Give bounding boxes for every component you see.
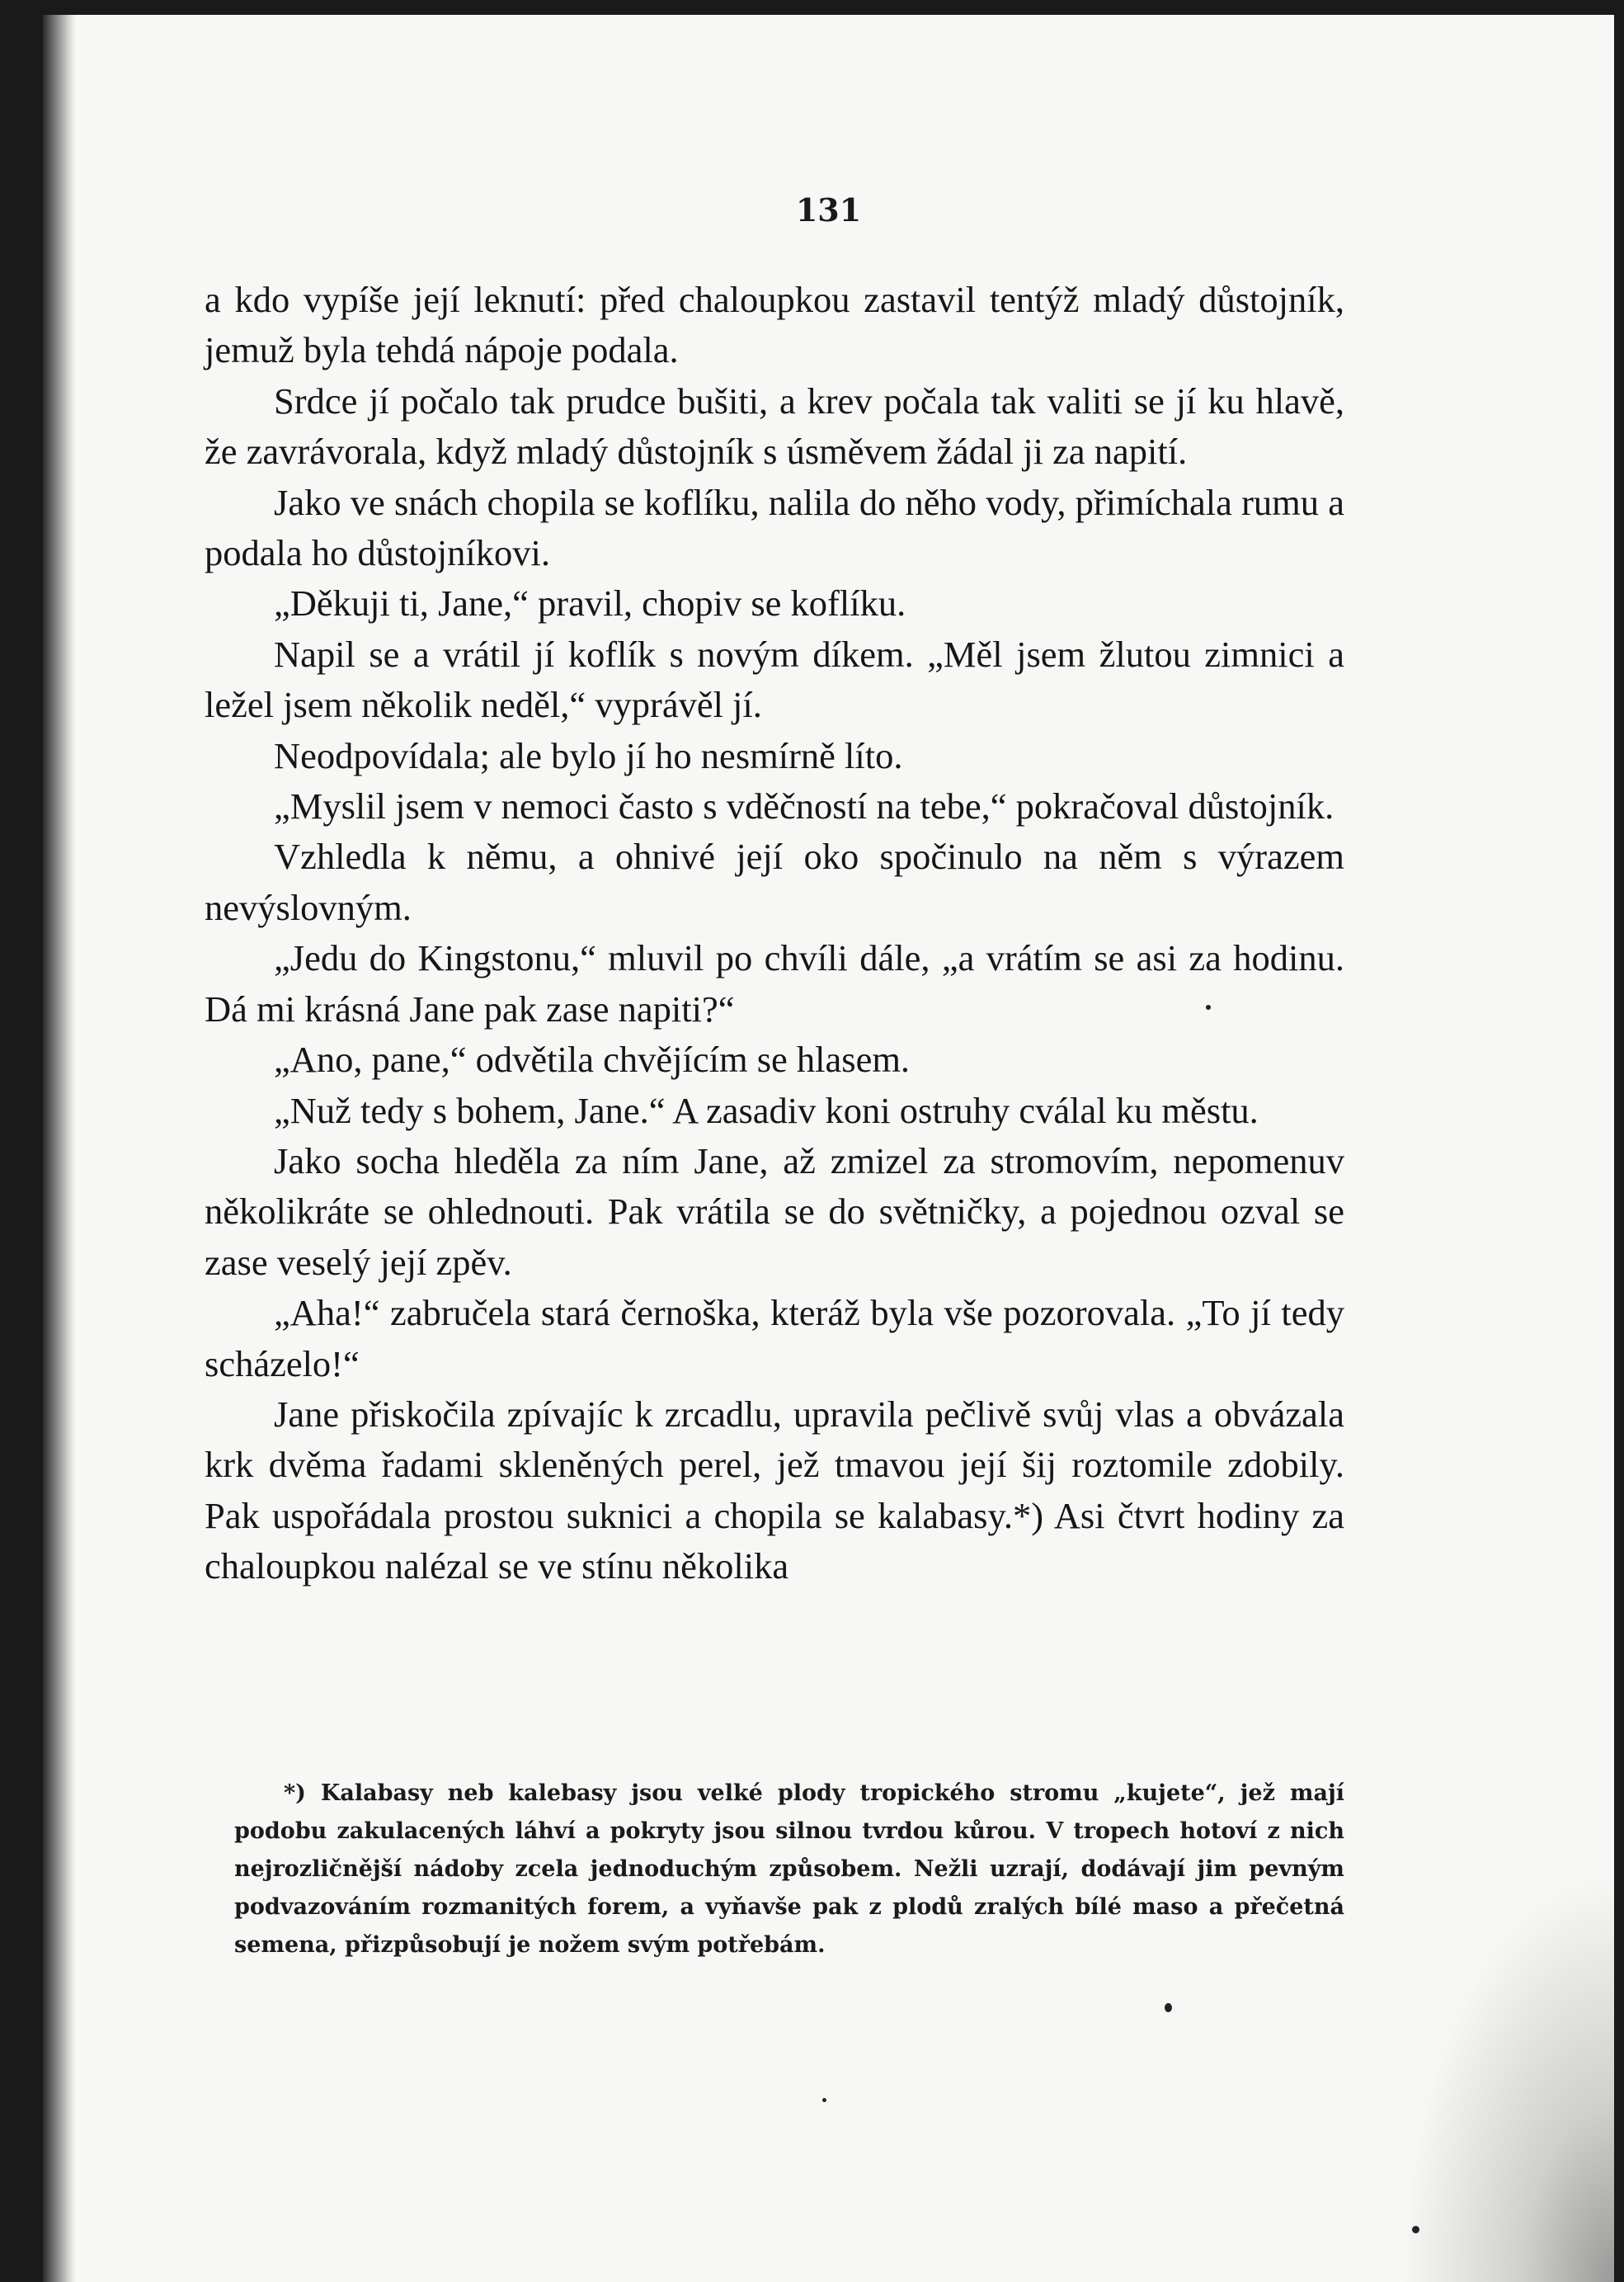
footnote <box>234 1775 1344 1964</box>
paragraph: „Myslil jsem v nemoci často s vděčností na tebe,“ pokračoval důstojník. <box>274 785 1335 827</box>
body-text <box>205 275 1344 1592</box>
paragraph: „Nuž tedy s bohem, Jane.“ A zasadiv koni ostruhy cválal ku městu. <box>274 1089 1259 1131</box>
page-number: 131 <box>795 191 862 229</box>
page-corner-shade <box>1400 1869 1614 2282</box>
print-speck <box>1412 2226 1419 2233</box>
paragraph: Neodpovídala; ale bylo jí ho nesmírně líto. <box>274 734 903 776</box>
paragraph: Jako ve snách chopila se koflíku, nalila do něho vody, přimíchala rumu a podala ho důstojníkovi. <box>205 481 1344 574</box>
paragraph: „Jedu do Kingstonu,“ mluvil po chvíli dále, „a vrátím se asi za hodinu. Dá mi krásná Jane pak zase napiti?“ <box>205 937 1344 1030</box>
paragraph: „Děkuji ti, Jane,“ pravil, chopiv se koflíku. <box>274 582 906 625</box>
paragraph: Napil se a vrátil jí koflík s novým díkem. „Měl jsem žlutou zimnici a ležel jsem několik neděl,“ vyprávěl jí. <box>205 633 1344 726</box>
paragraph: Jane přiskočila zpívajíc k zrcadlu, upravila pečlivě svůj vlas a obvázala krk dvěma řadami skleněných perel, jež tmavou její šij roztomile zdobily. Pak uspořádala prostou suknici a chopila se kalabasy.*) Asi čtvrt hodiny za chaloupkou nalézal se ve stínu několika <box>205 1393 1344 1587</box>
paragraph: a kdo vypíše její leknutí: před chaloupkou zastavil tentýž mladý důstojník, jemuž byla tehdá nápoje podala. <box>205 279 1344 371</box>
paragraph: „Aha!“ zabručela stará černoška, kteráž byla vše pozorovala. „To jí tedy scházelo!“ <box>205 1292 1344 1384</box>
book-page <box>43 15 1614 2282</box>
binding-shadow <box>43 15 76 2282</box>
paragraph: Vzhledla k němu, a ohnivé její oko spočinulo na něm s výrazem nevýslovným. <box>205 836 1344 928</box>
footnote-text: *) Kalabasy neb kalebasy jsou velké plody tropického stromu „kujete“, jež mají podobu zakulacených láhví a pokryty jsou silnou tvrdou kůrou. V tropech hotoví z nich nejrozličnější nádoby zcela jednoduchým způsobem. Nežli uzrají, dodávají jim pevným podvazováním rozmanitých forem, a vyňavše pak z plodů zralých bílé maso a přečetná semena, přizpůsobují je nožem svým potřebám. <box>234 1780 1344 1958</box>
paragraph: Jako socha hleděla za ním Jane, až zmizel za stromovím, nepomenuv několikráte se ohlednouti. Pak vrátila se do světničky, a pojednou ozval se zase veselý její zpěv. <box>205 1139 1344 1283</box>
paragraph: „Ano, pane,“ odvětila chvějícím se hlasem. <box>274 1039 911 1081</box>
print-speck <box>822 2098 826 2102</box>
print-speck <box>1206 1005 1211 1010</box>
print-speck <box>1165 2003 1172 2012</box>
paragraph: Srdce jí počalo tak prudce bušiti, a krev počala tak valiti se jí ku hlavě, že zavrávorala, když mladý důstojník s úsměvem žádal ji za napití. <box>205 380 1344 473</box>
